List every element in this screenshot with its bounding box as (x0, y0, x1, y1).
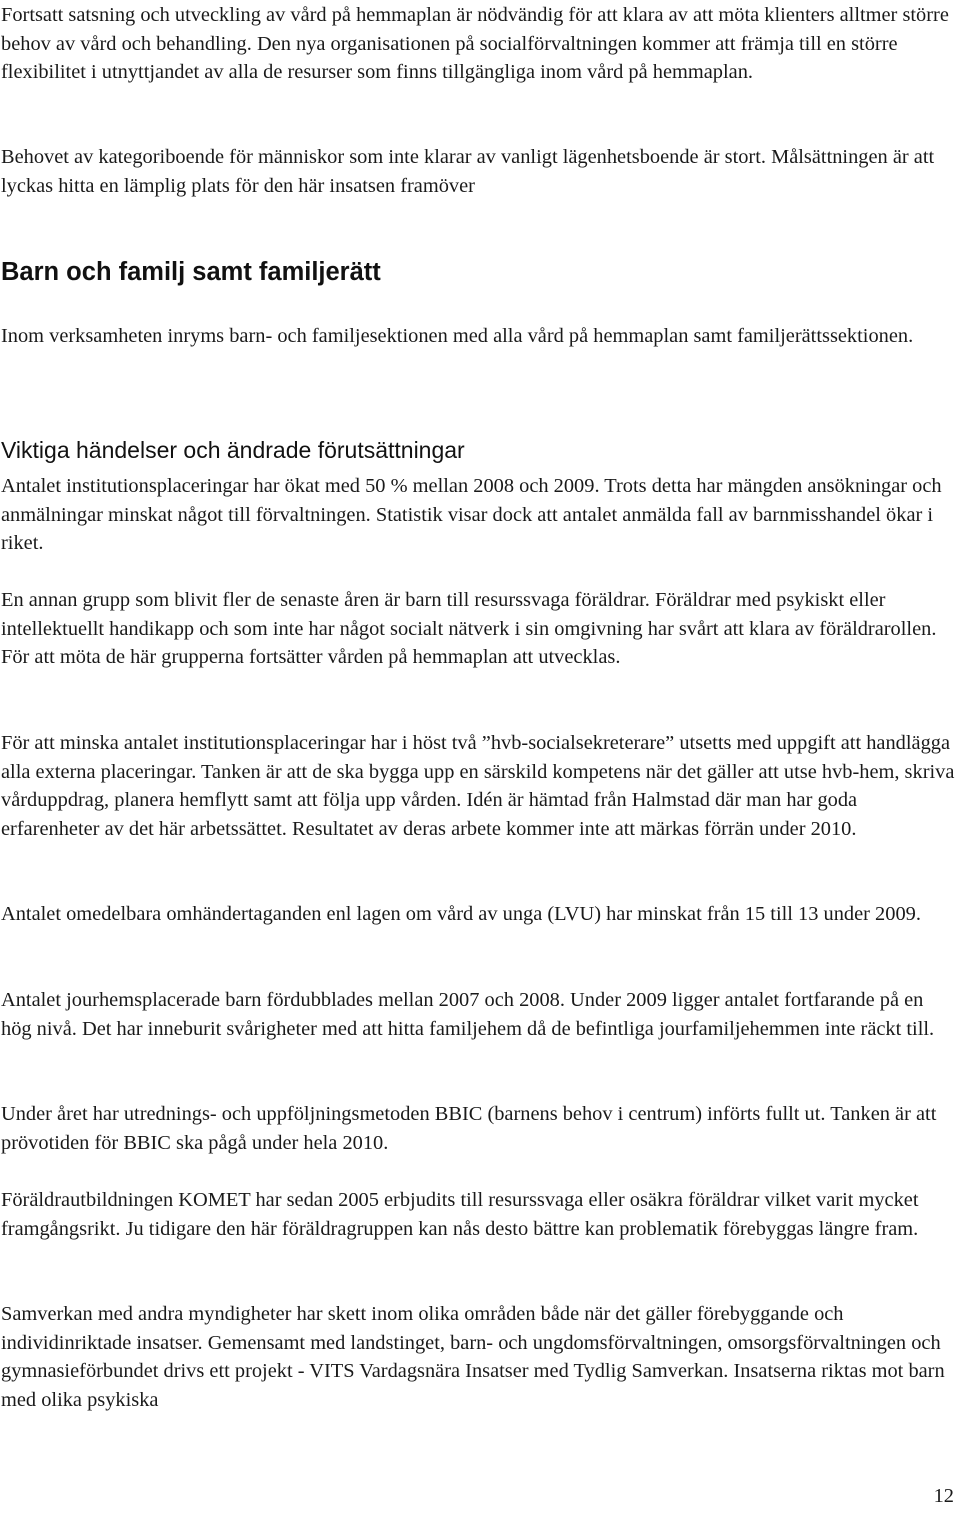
paragraph-bbic: Under året har utrednings- och uppföljningsmetoden BBIC (barnens behov i centrum) införts fullt ut. Tanken är att prövotiden för BBIC ska pågå under hela 2010. (1, 1103, 937, 1154)
paragraph-institutionsplaceringar: Antalet institutionsplaceringar har ökat med 50 % mellan 2008 och 2009. Trots detta har mängden ansökningar och anmälningar minskat något till förvaltningen. Statistik visar dock att antalet anmälda fall av barnmisshandel ökar i riket. (1, 475, 942, 555)
paragraph-lvu: Antalet omedelbara omhändertaganden enl lagen om vård av unga (LVU) har minskat från 15 till 13 under 2009. (1, 903, 921, 925)
paragraph-samverkan: Samverkan med andra myndigheter har skett inom olika områden både när det gäller förebyggande och individinriktade insatser. Gemensamt med landstinget, barn- och ungdomsförvaltningen, omsorgsförvaltningen och gymnasieförbundet drivs ett projekt - VITS Vardagsnära Insatser med Tydlig Samverkan. Insatserna riktas mot barn med olika psykiska (1, 1303, 945, 1412)
paragraph-komet: Föräldrautbildningen KOMET har sedan 2005 erbjudits till resurssvaga eller osäkra föräldrar vilket varit mycket framgångsrikt. Ju tidigare den här föräldragruppen kan nås desto bättre kan problematik förebyggas längre fram. (1, 1189, 919, 1240)
paragraph-resurssvaga-foraldrar: En annan grupp som blivit fler de senaste åren är barn till resurssvaga föräldrar. Föräldrar med psykiskt eller intellektuellt handikapp och som inte har något socialt nätverk i sin omgivning har svårt att klara av föräldrarollen. För att möta de här grupperna fortsätter vården på hemmaplan att utvecklas. (1, 589, 937, 669)
paragraph-kategoriboende: Behovet av kategoriboende för människor som inte klarar av vanligt lägenhetsboende är stort. Målsättningen är att lyckas hitta en lämplig plats för den här insatsen framöver (1, 146, 935, 197)
paragraph-hvb-socialsekreterare: För att minska antalet institutionsplaceringar har i höst två ”hvb-socialsekreterare” utsetts med uppgift att handlägga alla externa placeringar. Tanken är att de ska bygga upp en särskild kompetens när det gäller att utse hvb-hem, skriva vårduppdrag, planera hemflytt samt att följa upp vården. Idén är hämtad från Halmstad där man har goda erfarenheter av det här arbetssättet. Resultatet av deras arbete kommer inte att märkas förrän under 2010. (1, 732, 955, 841)
page-number: 12 (933, 1485, 954, 1507)
paragraph-jourhem: Antalet jourhemsplacerade barn fördubblades mellan 2007 och 2008. Under 2009 ligger antalet fortfarande på en hög nivå. Det har inneburit svårigheter med att hitta familjehem då de befintliga jourfamiljehemmen inte räckt till. (1, 989, 935, 1040)
paragraph-verksamhet: Inom verksamheten inryms barn- och familjesektionen med alla vård på hemmaplan samt familjerättssektionen. (1, 325, 914, 347)
section-heading: Barn och familj samt familjerätt (1, 258, 381, 286)
paragraph-hemmaplan-satsning: Fortsatt satsning och utveckling av vård på hemmaplan är nödvändig för att klara av att möta klienters alltmer större behov av vård och behandling. Den nya organisationen på socialförvaltningen kommer att främja till en större flexibilitet i utnyttjandet av alla de resurser som finns tillgängliga inom vård på hemmaplan. (1, 4, 949, 84)
subsection-heading: Viktiga händelser och ändrade förutsättningar (1, 437, 465, 463)
